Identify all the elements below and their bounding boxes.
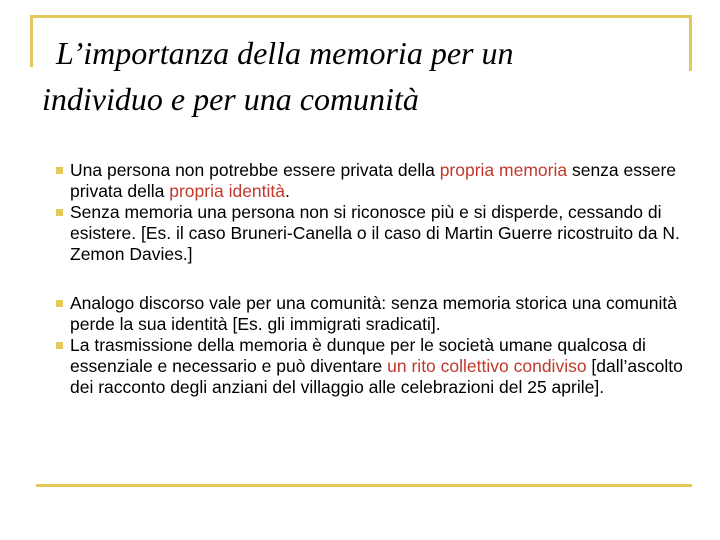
square-bullet-icon	[56, 300, 63, 307]
bullet-text: [dall’ascolto dei racconto degli anziani del villaggio alle celebrazioni del 25 aprile].	[70, 356, 683, 397]
highlight-text: propria memoria	[439, 160, 568, 180]
frame-right-rule	[689, 15, 692, 71]
bullet-item	[56, 202, 696, 265]
frame-top-rule	[30, 15, 692, 18]
square-bullet-icon	[56, 167, 63, 174]
frame-left-rule	[30, 15, 33, 67]
square-bullet-icon	[56, 209, 63, 216]
slide-title	[42, 30, 682, 122]
bullet-text: senza essere privata della	[70, 160, 677, 201]
bullet-item	[56, 293, 696, 335]
square-bullet-icon	[56, 342, 63, 349]
bullet-item	[56, 335, 696, 398]
title-line-2: individuo e per una comunità	[42, 81, 419, 117]
highlight-text: un rito collettivo condiviso	[387, 356, 587, 376]
bullet-text: La trasmissione della memoria è dunque per le società umane qualcosa di essenziale e necessario e può diventare	[70, 335, 646, 376]
title-line-1: L’importanza della memoria per un	[56, 35, 514, 71]
highlight-text: propria identità	[169, 181, 286, 201]
bullet-text: Senza memoria una persona non si riconosce più e si disperde, cessando di esistere. [Es. il caso Bruneri-Canella o il caso di Martin Guerre ricostruito da N. Zemon Davies.]	[70, 202, 680, 264]
bullet-list	[56, 160, 696, 398]
bullet-text: Una persona non potrebbe essere privata della	[70, 160, 440, 180]
bullet-item	[56, 160, 696, 202]
bullet-text: .	[285, 181, 290, 201]
bullet-text: Analogo discorso vale per una comunità: senza memoria storica una comunità perde la sua identità [Es. gli immigrati sradicati].	[70, 293, 677, 334]
frame-bottom-rule	[36, 484, 692, 487]
